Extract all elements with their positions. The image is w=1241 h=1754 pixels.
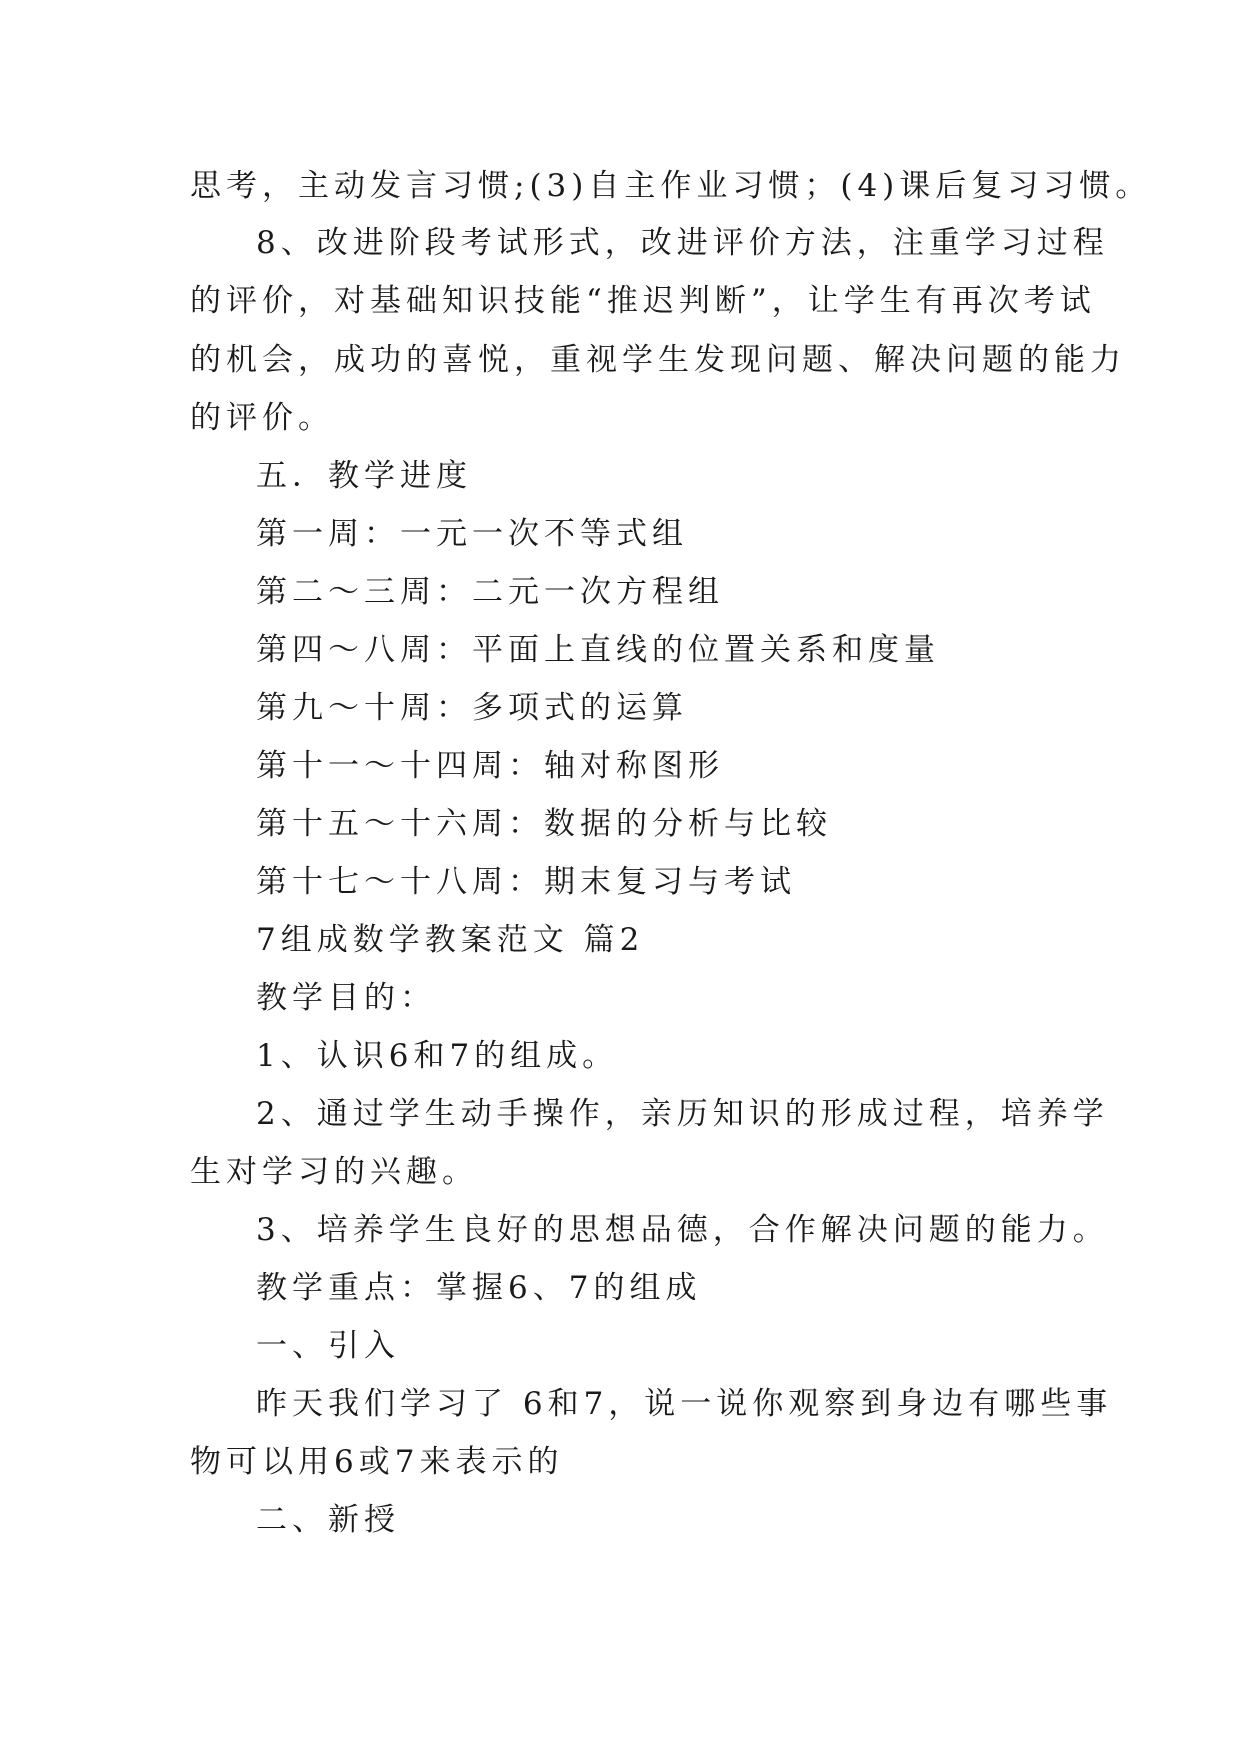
schedule-item: 第十七～十八周：期末复习与考试: [256, 864, 796, 900]
paragraph-line: 昨天我们学习了 6和7，说一说你观察到身边有哪些事: [256, 1386, 1113, 1422]
article-title: 7组成数学教案范文 篇2: [256, 922, 645, 958]
schedule-item: 第九～十周：多项式的运算: [256, 690, 688, 726]
section-heading: 二、新授: [256, 1502, 400, 1538]
paragraph-line: 3、培养学生良好的思想品德，合作解决问题的能力。: [256, 1212, 1109, 1248]
schedule-item: 第十五～十六周：数据的分析与比较: [256, 806, 832, 842]
paragraph-line: 8、改进阶段考试形式，改进评价方法，注重学习过程: [256, 225, 1109, 261]
section-heading: 一、引入: [256, 1328, 400, 1364]
schedule-item: 第二～三周：二元一次方程组: [256, 574, 724, 610]
paragraph-line: 教学重点：掌握6、7的组成: [256, 1270, 702, 1306]
paragraph-line: 物可以用6或7来表示的: [190, 1444, 564, 1480]
schedule-item: 第十一～十四周：轴对称图形: [256, 748, 724, 784]
schedule-item: 第一周：一元一次不等式组: [256, 516, 688, 552]
paragraph-line: 生对学习的兴趣。: [190, 1154, 478, 1190]
section-heading: 五．教学进度: [256, 458, 472, 494]
section-heading: 教学目的：: [256, 980, 436, 1016]
paragraph-line: 1、认识6和7的组成。: [256, 1038, 619, 1074]
paragraph-line: 思考，主动发言习惯;(3)自主作业习惯；(4)课后复习习惯。: [190, 168, 1152, 204]
paragraph-line: 2、通过学生动手操作，亲历知识的形成过程，培养学: [256, 1096, 1109, 1132]
paragraph-line: 的机会，成功的喜悦，重视学生发现问题、解决问题的能力: [190, 342, 1126, 378]
schedule-item: 第四～八周：平面上直线的位置关系和度量: [256, 632, 940, 668]
paragraph-line: 的评价。: [190, 400, 334, 436]
paragraph-line: 的评价，对基础知识技能“推迟判断”，让学生有再次考试: [190, 283, 1096, 319]
